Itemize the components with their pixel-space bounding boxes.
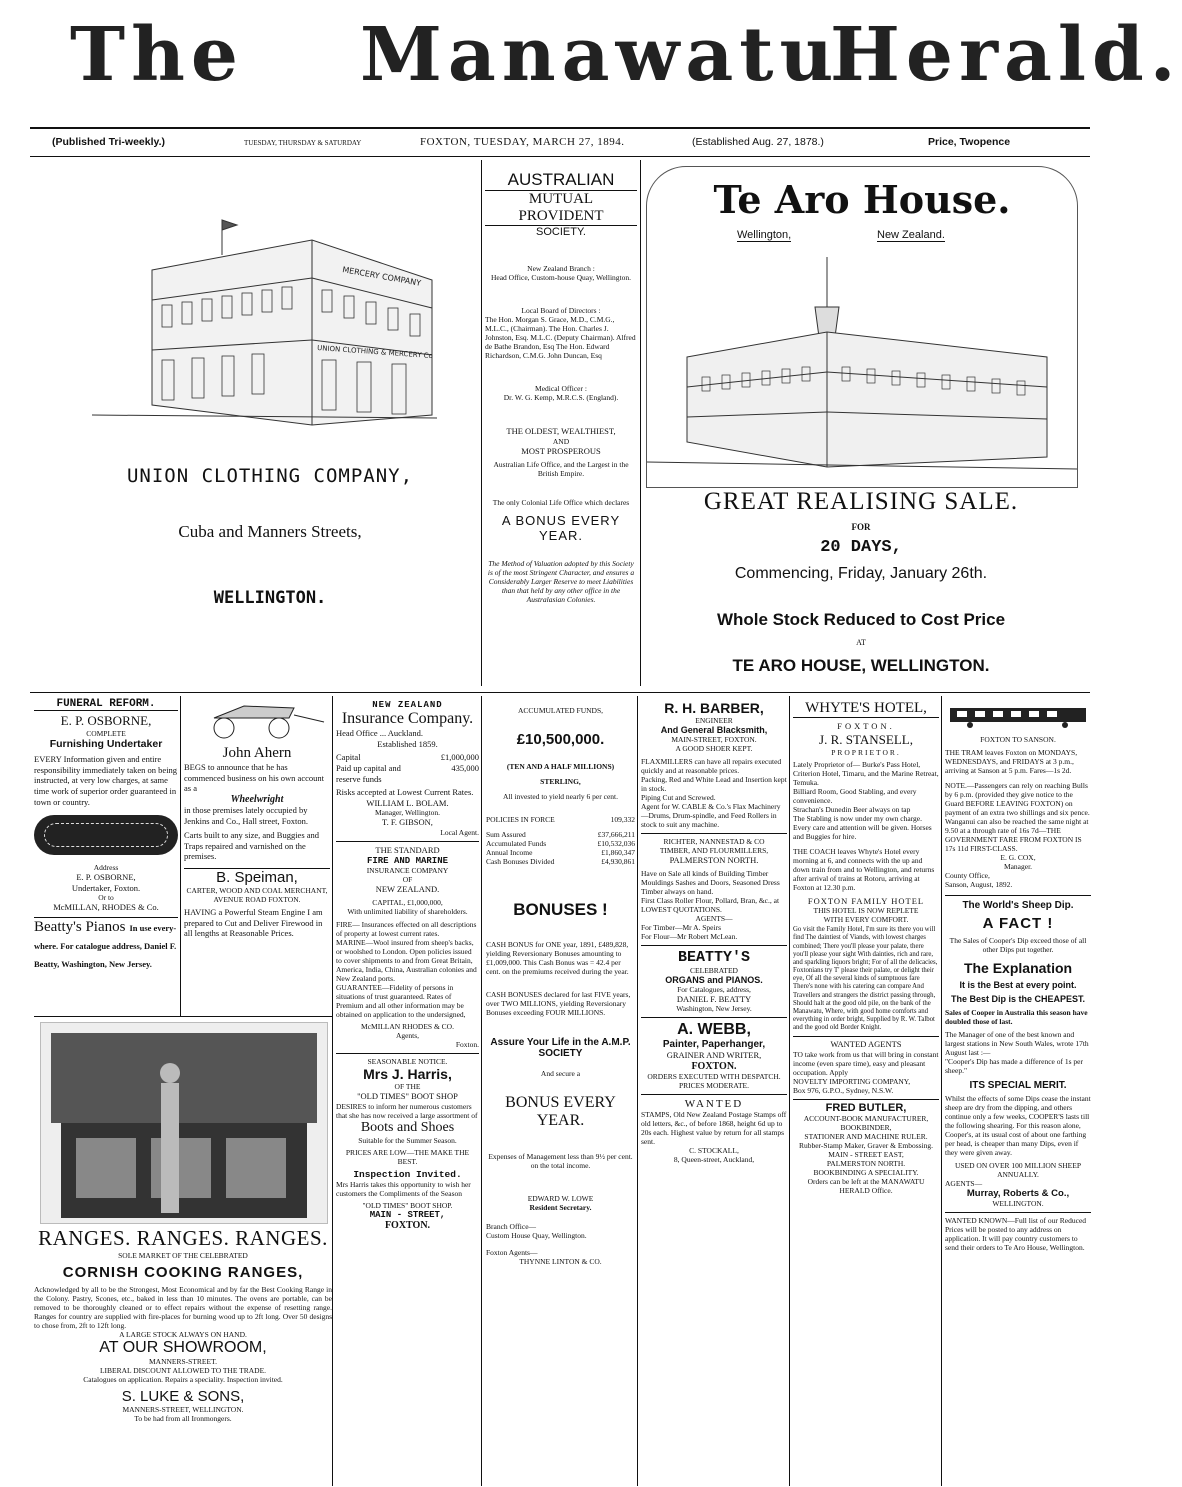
amp-oldest: THE OLDEST, WEALTHIEST, <box>506 426 616 436</box>
amp-b2: CASH BONUSES declared for last FIVE years, over TWO MILLIONS, yielding Reversionary Bonuses exceeding FOUR MILLIONS. <box>486 990 631 1017</box>
cooper-agent: Murray, Roberts & Co., <box>966 1188 1070 1199</box>
union-city: WELLINGTON. <box>213 588 327 608</box>
amp-cash: £4,930,861 <box>601 857 635 866</box>
beatty-org: ORGANS and PIANOS. <box>665 974 763 985</box>
funeral-addr3: McMILLAN, RHODES & Co. <box>53 902 159 913</box>
fm-fire: FIRE— Insurances effected on all descriptions of property at lowest current rates. <box>336 920 477 939</box>
webb-trade2: GRAINER AND WRITER, <box>666 1050 762 1061</box>
amp-invested: All invested to yield nearly 6 per cent. <box>503 792 618 801</box>
column-divider <box>180 696 181 1016</box>
nz-ins-paid-row <box>336 763 479 784</box>
wanted-agents-advert <box>793 1036 939 1095</box>
beatty-small-body: In use every-where. For catalogue address, Daniel F. Beatty, Washington, New Jersey. <box>34 923 177 969</box>
ahern-advert <box>184 700 330 1015</box>
harris-shop2: "OLD TIMES" BOOT SHOP. <box>362 1200 453 1210</box>
masthead-word-the: The <box>70 12 244 98</box>
richter-trade: TIMBER, AND FLOURMILLERS, <box>659 846 769 855</box>
funeral-or: Or to <box>98 893 114 903</box>
ranges-firm: S. LUKE & SONS, <box>121 1388 245 1405</box>
nz-ins-agent1b: Manager, Wellington. <box>375 808 440 818</box>
barber-body4: Agent for W. CABLE & Co.'s Flax Machinery—Drums, Drum-spindle, and Feed Rollers in stock to suit any machine. <box>641 802 781 829</box>
amp-lowe: EDWARD W. LOWE <box>527 1194 594 1203</box>
cooper-advert <box>945 895 1091 1208</box>
harris-shop: "OLD TIMES" BOOT SHOP <box>357 1091 458 1102</box>
nz-ins-office: Head Office ... Auckland. <box>336 728 423 738</box>
te-aro-title: Te Aro House. <box>713 177 1011 222</box>
te-aro-sale: GREAT REALISING SALE. <box>703 488 1019 515</box>
fm-head: FIRE AND MARINE <box>366 855 448 866</box>
fm-ins: INSURANCE COMPANY <box>366 865 449 875</box>
fm-liab: With unlimited liability of shareholders. <box>347 907 468 917</box>
barber-body: FLAXMILLERS can have all repairs executed quickly and at reasonable prices. <box>641 757 782 775</box>
nz-ins-paid: 435,000 <box>451 762 479 773</box>
column-divider <box>789 696 790 1486</box>
cooper-agents: AGENTS— <box>945 1179 983 1188</box>
amp-prosperous: MOST PROSPEROUS <box>521 445 601 456</box>
richter-name: RICHTER, NANNESTAD & CO <box>663 837 765 846</box>
ranges-sole: SOLE MARKET OF THE CELEBRATED <box>118 1251 248 1260</box>
webb-town: FOXTON. <box>691 1060 737 1072</box>
cooper-head: The World's Sheep Dip. <box>962 900 1074 911</box>
barber-shoer: A GOOD SHOER KEPT. <box>675 744 753 753</box>
butler-addr: MAIN - STREET EAST, <box>828 1149 904 1159</box>
family-replete: THIS HOTEL IS NOW REPLETE <box>813 906 919 916</box>
beatty-addr: DANIEL F. BEATTY <box>676 993 752 1004</box>
te-aro-city: Wellington, <box>737 229 792 241</box>
richter-town: PALMERSTON NORTH. <box>669 855 759 865</box>
wanted-stamps-head: WANTED <box>684 1097 744 1110</box>
beatty-advert <box>641 945 787 1014</box>
masthead-word-herald: Herald. <box>830 12 1182 98</box>
amp-only: The only Colonial Life Office which declares <box>492 498 630 508</box>
speiman-trade: CARTER, WOOD AND COAL MERCHANT, <box>186 886 328 895</box>
whyte-prop2: PROPRIETOR. <box>831 747 901 757</box>
wanted-agents-body: TO take work from us that will bring in constant income (even spare time), easy and pleasant occupation. Apply <box>793 1049 939 1077</box>
richter-agents: AGENTS— <box>695 913 733 923</box>
cooper-doubled: Sales of Cooper in Australia this season have doubled those of last. <box>945 1008 1088 1026</box>
established-note: (Established Aug. 27, 1878.) <box>692 136 824 148</box>
beatty-name: BEATTY'S <box>677 948 750 966</box>
wanted-agents-head: WANTED AGENTS <box>830 1039 902 1050</box>
masthead-rule <box>30 127 1090 129</box>
union-company-name: UNION CLOTHING COMPANY, <box>126 465 414 487</box>
fm-agents2: Agents, <box>395 1031 420 1041</box>
richter-body: Have on Sale all kinds of Building Timber Mouldings Sashes and Doors, Seasoned Dress Timber always on hand. <box>641 868 780 896</box>
barber-addr: MAIN-STREET, FOXTON. <box>671 735 757 744</box>
fm-the: THE STANDARD <box>375 845 440 855</box>
ranges-street: MANNERS-STREET. <box>149 1357 217 1366</box>
amp-branch-office-2: Custom House Quay, Wellington. <box>486 1231 587 1240</box>
amp-policies: 109,332 <box>610 815 635 824</box>
barber-trade: And General Blacksmith, <box>660 725 768 735</box>
butler-spec: BOOKBINDING A SPECIALITY. <box>813 1167 919 1177</box>
coffin-illustration <box>34 815 178 855</box>
amp-board: Local Board of Directors : <box>521 306 601 315</box>
ranges-cornish: CORNISH COOKING RANGES, <box>62 1264 304 1281</box>
union-clothing-building-illustration <box>92 190 437 430</box>
buggy-illustration <box>184 700 330 740</box>
funeral-addr1: E. P. OSBORNE, <box>76 872 136 883</box>
ranges-advert <box>34 1226 332 1486</box>
cooper-sales: The Sales of Cooper's Dip exceed those of all other Dips put together. <box>949 936 1087 954</box>
harris-prices: PRICES ARE LOW—THE MAKE THE BEST. <box>345 1147 470 1166</box>
amp-amount: £10,500,000. <box>516 731 605 748</box>
family-body: Go visit the Family Hotel, I'm sure its there you will find The daintiest of Viands, with lowest charges combined; There you'll please your palate, there you'll please your sight With dainties, rich and rare, and sparkling liquors bright; For of all the delicacies, Foxtonians try T' please their palate, or delight their eye, Of all the several kinds of sumptuous fare There's none with his catering can compare And Travellers and strangers the district passing through, Should halt at the good old pile, on the bank of the Manawatu, Where, with good home comforts and everything in order bright, Supplied by R. W. Talbot and the good old Border Knight. <box>793 926 938 1032</box>
whyte-body3: Strachan's Dunedin Beer always on tap <box>793 804 911 814</box>
published-note: (Published Tri-weekly.) <box>52 136 165 148</box>
amp-bonuses: BONUSES ! <box>513 900 608 919</box>
amp-sum-row <box>486 830 635 839</box>
whyte-prop: J. R. STANSELL, <box>819 731 913 747</box>
amp-sec: Resident Secretary. <box>529 1203 592 1212</box>
ahern-body: BEGS to announce that he has commenced business on his own account as a <box>184 762 324 794</box>
te-aro-illustration-frame <box>646 166 1078 488</box>
ranges-body: Acknowledged by all to be the Strongest, Most Economical and by far the Best Cooking Range in the Colony. Pastry, Scones, etc., baked in less than 10 minutes. The ovens are portable, can be removed to be thoroughly cleaned or to effect repairs without the expense of resetting range. Ranges for country are supplied with fire-places for burning wood up to 2ft long. Over 50 designs to chose from, 2ft to 12ft long. <box>34 1285 332 1330</box>
amp-branch: New Zealand Branch : <box>527 264 595 273</box>
amp-acc: ACCUMULATED FUNDS, <box>517 706 603 715</box>
nz-ins-head: NEW ZEALAND <box>372 700 443 710</box>
column-divider <box>941 696 942 1486</box>
te-aro-building-illustration <box>647 247 1077 477</box>
butler-t4: Rubber-Stamp Maker, Graver & Embossing. <box>798 1140 934 1150</box>
harris-name: Mrs J. Harris, <box>363 1066 452 1083</box>
cooper-fact: A FACT ! <box>982 915 1054 932</box>
tram-mgr: Manager. <box>1003 862 1033 871</box>
tram-body: THE TRAM leaves Foxton on MONDAYS, WEDNESDAYS, and FRIDAYS at 3 p.m., arriving at Sanson at 5 p.m. Fares—1s 2d. <box>945 748 1078 775</box>
cooper-merit: ITS SPECIAL MERIT. <box>969 1080 1067 1091</box>
webb-name: A. WEBB, <box>677 1021 751 1039</box>
ranges-cat: Catalogues on application. Repairs a speciality. Inspection invited. <box>83 1375 283 1384</box>
amp-foxton-agents-2: THYNNE LINTON & CO. <box>519 1257 602 1266</box>
harris-suitable: Suitable for the Summer Season. <box>358 1135 457 1145</box>
column-divider <box>640 160 641 686</box>
nz-ins-agent2: T. F. GIBSON, <box>382 817 433 828</box>
harris-street: MAIN - STREET, <box>369 1209 446 1220</box>
union-sign-bottom: UNION CLOTHING & MERCERY Co <box>316 344 434 361</box>
whyte-body4: The Stabling is now under my own charge. Every care and attention will be given. Horses and Buggies for hire. <box>793 813 932 841</box>
beatty-small-head: Beatty's Pianos <box>34 919 126 935</box>
amp-ten: (TEN AND A HALF MILLIONS) <box>506 762 615 771</box>
wanted-known-advert <box>945 1212 1091 1252</box>
harris-notice: SEASONABLE NOTICE. <box>367 1057 448 1067</box>
butler-t1: ACCOUNT-BOOK MANUFACTURER, <box>803 1113 929 1123</box>
amp-policies-label: POLICIES IN FORCE <box>486 815 555 824</box>
harris-town: FOXTON. <box>384 1219 431 1231</box>
barber-column <box>641 700 787 1485</box>
beatty-small-advert <box>34 917 178 972</box>
column-divider <box>332 696 333 1486</box>
ahern-name: John Ahern <box>222 745 292 761</box>
fm-marine: MARINE—Wool insured from sheep's backs, or woolshed to London. Open policies issued to cover shipments to and from Great Britain, America, India, China, Australian colonies and New Zealand ports. <box>336 938 477 984</box>
issue-date: FOXTON, TUESDAY, MARCH 27, 1894. <box>420 136 625 148</box>
tram-column <box>945 700 1091 1485</box>
ahern-trade: Wheelwright <box>230 793 284 805</box>
amp-branch-office: Branch Office— <box>486 1222 537 1231</box>
fm-agents: McMILLAN RHODES & CO. <box>361 1022 454 1032</box>
amp-title-3: SOCIETY. <box>536 226 586 238</box>
union-sign-top: MERCERY COMPANY <box>341 265 422 288</box>
harris-body2: Mrs Harris takes this opportunity to wish her customers the Compliments of the Season <box>336 1179 471 1198</box>
te-aro-commencing: Commencing, Friday, January 26th. <box>734 565 988 582</box>
beatty-cat: For Catalogues, address, <box>677 984 751 994</box>
amp-directors: The Hon. Morgan S. Grace, M.D., C.M.G., M.L.C., (Chairman). The Hon. Charles J. Johnston, Esq. M.L.C. (Deputy Chairman). Alfred de Bathe Brandon, Esq The Hon. Edward Richardson, C.M.G. John Duncan, Esq <box>485 315 636 360</box>
nz-ins-title: Insurance Company. <box>341 710 474 727</box>
dateline <box>0 132 1114 154</box>
amp-title-1: AUSTRALIAN <box>507 170 615 189</box>
ranges-showroom: AT OUR SHOWROOM, <box>99 1339 267 1356</box>
amp-cash-row <box>486 857 635 866</box>
section-rule <box>30 692 1090 693</box>
amp-assure: Assure Your Life in the A.M.P. SOCIETY <box>490 1037 631 1059</box>
amp-australian: Australian Life Office, and the Largest in the British Empire. <box>493 460 629 479</box>
amp-bonus-every-year: A BONUS EVERY YEAR. <box>501 513 621 544</box>
harris-body: DESIRES to inform her numerous customers that she has now received a large assortment of <box>336 1101 478 1120</box>
speiman-name: B. Speiman, <box>216 869 298 886</box>
wanted-agents-co: NOVELTY IMPORTING COMPANY, <box>793 1076 911 1086</box>
richter-body2: First Class Roller Flour, Pollard, Bran, &c., at LOWEST QUOTATIONS. <box>641 895 780 914</box>
amp-doctor: Dr. W. G. Kemp, M.R.C.S. (England). <box>503 393 619 402</box>
wanted-stamps-advert <box>641 1094 787 1164</box>
speiman-addr: AVENUE ROAD FOXTON. <box>213 895 301 904</box>
masthead <box>60 12 1182 107</box>
masthead-word-manawatu: Manawatu <box>360 12 840 98</box>
tram-office: County Office, <box>945 871 990 880</box>
barber-body3: Piping Cut and Screwed. <box>641 793 716 802</box>
fm-agents3: Foxton. <box>455 1040 479 1050</box>
amp-society-column <box>485 170 637 690</box>
speiman-body: HAVING a Powerful Steam Engine I am prepared to Cut and Deliver Firewood in all lengths at Reasonable Prices. <box>184 907 323 939</box>
tram-cox: E. G. COX, <box>1000 853 1036 862</box>
amp-method: The Method of Valuation adopted by this Society is of the most Stringent Character, and ensures a Considerably Larger Reserve to meet Liabilities than that held by any other office in the Australasian Colonies. <box>487 559 635 605</box>
family-name: FOXTON FAMILY HOTEL <box>807 895 925 906</box>
webb-trade: Painter, Paperhanger, <box>662 1039 766 1051</box>
amp-b1: CASH BONUS for ONE year, 1891, £489,828, yielding Reversionary Bonuses amounting to £1,009,000. This Cash Bonus was = 42.4 per cent. on the premiums received during the year. <box>486 940 629 976</box>
funeral-addr2: Undertaker, Foxton. <box>71 882 141 893</box>
amp-funds-column <box>486 702 635 1485</box>
column-divider <box>481 696 482 1486</box>
te-aro-house-name: TE ARO HOUSE, WELLINGTON. <box>732 656 990 675</box>
butler-town: PALMERSTON NORTH. <box>826 1158 906 1168</box>
nz-ins-agent1: WILLIAM L. BOLAM. <box>366 797 449 808</box>
webb-prices: PRICES MODERATE. <box>678 1080 749 1090</box>
wanted-known-body: WANTED KNOWN—Full list of our Reduced Prices will be posted to any address on application. It will pay country customers to send their orders to Te Aro House, Wellington. <box>945 1216 1087 1252</box>
ahern-body3: Carts built to any size, and Buggies and Traps repaired and varnished on the premises. <box>184 830 320 862</box>
fire-marine-advert <box>336 841 479 1049</box>
ranges-addr: MANNERS-STREET, WELLINGTON. <box>122 1405 244 1414</box>
funeral-head: FUNERAL REFORM. <box>34 698 178 711</box>
fm-capital: CAPITAL, £1,000,000, <box>372 898 443 908</box>
fm-guarantee: GUARANTEE—Fidelity of persons in situations of trust guaranteed. Rates of Premium and all other information may be obtained on application to the undersigned, <box>336 983 466 1020</box>
nz-ins-agent2b: Local Agent. <box>440 828 479 837</box>
cooper-quote: "Cooper's Dip has made a difference of 1s per sheep." <box>945 1057 1083 1075</box>
ranges-had: To be had from all Ironmongers. <box>134 1414 232 1423</box>
amp-sum-label: Sum Assured <box>486 830 526 839</box>
webb-orders: ORDERS EXECUTED WITH DESPATCH. <box>647 1071 781 1081</box>
barber-eng: ENGINEER <box>695 716 733 725</box>
funeral-trade: Furnishing Undertaker <box>49 738 163 750</box>
funeral-complete: COMPLETE <box>86 729 126 738</box>
amp-title-2: MUTUAL PROVIDENT <box>485 190 637 226</box>
butler-advert <box>793 1099 939 1195</box>
harris-advert <box>336 1053 479 1231</box>
beatty-addr2: Washington, New Jersey. <box>676 1004 752 1014</box>
te-aro-for: FOR <box>851 522 871 532</box>
amp-income-label: Annual Income <box>486 848 533 857</box>
amp-sterling: STERLING, <box>540 777 581 786</box>
harris-of: OF THE <box>394 1082 421 1092</box>
amp-sum: £37,666,211 <box>597 830 635 839</box>
publication-days: TUESDAY, THURSDAY & SATURDAY <box>244 139 362 147</box>
cooper-cheap: The Best Dip is the CHEAPEST. <box>950 994 1086 1004</box>
column-divider <box>481 160 482 686</box>
richter-flour: For Flour—Mr Robert McLean. <box>641 931 738 941</box>
whyte-body: Lately Proprietor of— Burke's Pass Hotel, Criterion Hotel, Timaru, and the Marine Retreat, Temuka. <box>793 759 939 787</box>
tram-head: FOXTON TO SANSON. <box>980 735 1056 744</box>
whyte-column <box>793 700 939 1485</box>
amp-secure: And secure a <box>540 1069 581 1078</box>
funeral-advert <box>34 698 178 1013</box>
amp-income-row <box>486 848 635 857</box>
amp-and: AND <box>552 436 570 446</box>
fm-nz: NEW ZEALAND. <box>375 883 440 894</box>
cooper-best: It is the Best at every point. <box>959 980 1077 990</box>
cooper-merit-body: Whilst the effects of some Dips cease the instant sheep are dry from the dipping, and others continue only a few weeks, COOPER'S lasts till the following shearing. For this reason alone, Cooper's, at its usual cost of about one farthing per head, is cheaper than many Dips, even if they were given away. <box>945 1094 1091 1157</box>
barber-name: R. H. BARBER, <box>664 700 764 716</box>
ahern-body2: in those premises lately occupied by Jenkins and Co., Hall street, Foxton. <box>184 804 308 826</box>
whyte-body2: Billiard Room, Good Stabling, and every convenience. <box>793 786 917 805</box>
tram-illustration <box>945 700 1091 730</box>
amp-policies-row <box>486 815 635 824</box>
harris-boots: Boots and Shoes <box>360 1119 455 1135</box>
nz-ins-capital-label: Capital <box>336 752 361 763</box>
wanted-stamps-addr: 8, Queen-street, Auckland, <box>673 1154 755 1164</box>
te-aro-at: AT <box>856 638 866 647</box>
amp-expenses: Expenses of Management less than 9½ per cent. on the total income. <box>488 1152 633 1170</box>
amp-income: £1,860,347 <box>601 848 635 857</box>
funeral-address-label: Address <box>93 863 119 873</box>
dateline-rule <box>30 156 1090 157</box>
te-aro-reduced: Whole Stock Reduced to Cost Price <box>716 610 1006 629</box>
amp-medical: Medical Officer : <box>535 384 587 393</box>
butler-name: FRED BUTLER, <box>825 1101 907 1114</box>
nz-ins-capital-row <box>336 752 479 763</box>
insurance-column <box>336 700 479 1485</box>
section-rule <box>34 1016 332 1017</box>
family-comfort: WITH EVERY COMFORT. <box>823 915 909 925</box>
nz-ins-est: Established 1859. <box>377 738 438 749</box>
whyte-town: FOXTON. <box>837 721 895 731</box>
amp-foxton-agents: Foxton Agents— <box>486 1248 538 1257</box>
cooper-manager: The Manager of one of the best known and largest stations in New South Wales, wrote 17th August last :— <box>945 1030 1089 1057</box>
price: Price, Twopence <box>928 136 1011 148</box>
nz-ins-risks: Risks accepted at Lowest Current Rates. <box>336 787 474 798</box>
te-aro-days: 20 DAYS, <box>820 538 902 557</box>
butler-t2: BOOKBINDER, <box>840 1122 892 1132</box>
beatty-cel: CELEBRATED <box>690 965 738 975</box>
amp-cash-label: Cash Bonuses Divided <box>486 857 555 866</box>
nz-ins-capital: £1,000,000 <box>440 752 479 763</box>
union-streets: Cuba and Manners Streets, <box>178 522 362 541</box>
ranges-stock: A LARGE STOCK ALWAYS ON HAND. <box>119 1330 247 1339</box>
amp-bonus-every-year-2: BONUS EVERY YEAR. <box>505 1094 616 1129</box>
cooking-range-illustration <box>40 1022 328 1224</box>
whyte-coach: THE COACH leaves Whyte's Hotel every morning at 6, and connects with the up and down train from and to Wellington, and returns after arrival of trains at Rotoru, arriving at Foxton at 12.30 p.m. <box>793 846 935 892</box>
wanted-agents-addr: Box 976, G.P.O., Sydney, N.S.W. <box>793 1085 894 1095</box>
funeral-name: E. P. OSBORNE, <box>60 713 152 728</box>
richter-advert <box>641 833 787 941</box>
family-hotel-advert <box>793 896 939 1033</box>
amp-accum-label: Accumulated Funds <box>486 839 547 848</box>
amp-office: Head Office, Custom-house Quay, Wellington. <box>490 273 632 282</box>
whyte-name: WHYTE'S HOTEL, <box>793 700 939 718</box>
ranges-discount: LIBERAL DISCOUNT ALLOWED TO THE TRADE. <box>99 1366 267 1375</box>
barber-body2: Packing, Red and White Lead and Insertion kept in stock. <box>641 775 787 793</box>
nz-ins-paid-label: Paid up capital and reserve funds <box>336 762 401 784</box>
wanted-stamps-name: C. STOCKALL, <box>689 1145 739 1155</box>
tram-wanganui: Wanganui can also be reached the same night at 9.50 at a through rate of 16s 7d—THE GOVERNMENT FARE FROM FOXTON IS 17s 11d FIRST-CLASS. <box>945 817 1089 853</box>
harris-invite: Inspection Invited. <box>353 1168 462 1180</box>
te-aro-country: New Zealand. <box>877 229 945 241</box>
fm-of: OF <box>402 874 413 884</box>
ranges-head: RANGES. RANGES. RANGES. <box>38 1226 328 1250</box>
funeral-body: EVERY Information given and entire responsibility immediately taken on being instructed, at very low charges, at same time work of superior order guaranteed in town or country. <box>34 754 178 807</box>
cooper-explanation: The Explanation <box>963 960 1073 976</box>
amp-accum-row <box>486 839 635 848</box>
butler-orders: Orders can be left at the MANAWATU HERALD Office. <box>807 1176 925 1195</box>
butler-t3: STATIONER AND MACHINE RULER. <box>804 1131 928 1141</box>
tram-date: Sanson, August, 1892. <box>945 880 1013 889</box>
amp-accum: £10,532,036 <box>597 839 635 848</box>
cooper-city: WELLINGTON. <box>992 1199 1044 1208</box>
column-divider <box>637 696 638 1486</box>
speiman-advert <box>184 868 330 939</box>
tram-note: NOTE.—Passengers can rely on reaching Bulls by 6 p.m. (provided they give notice to the Guard BEFORE LEAVING FOXTON) on payment of an extra two shillings and six pence. <box>945 781 1090 817</box>
cooper-used: USED ON OVER 100 MILLION SHEEP ANNUALLY. <box>954 1161 1082 1179</box>
richter-timber: For Timber—Mr A. Speirs <box>641 922 722 932</box>
webb-advert <box>641 1017 787 1090</box>
wanted-stamps-body: STAMPS, Old New Zealand Postage Stamps off old letters, &c., of before 1868, height 6d up to 20s each. Highest value by return for all stamps sent. <box>641 1109 787 1146</box>
